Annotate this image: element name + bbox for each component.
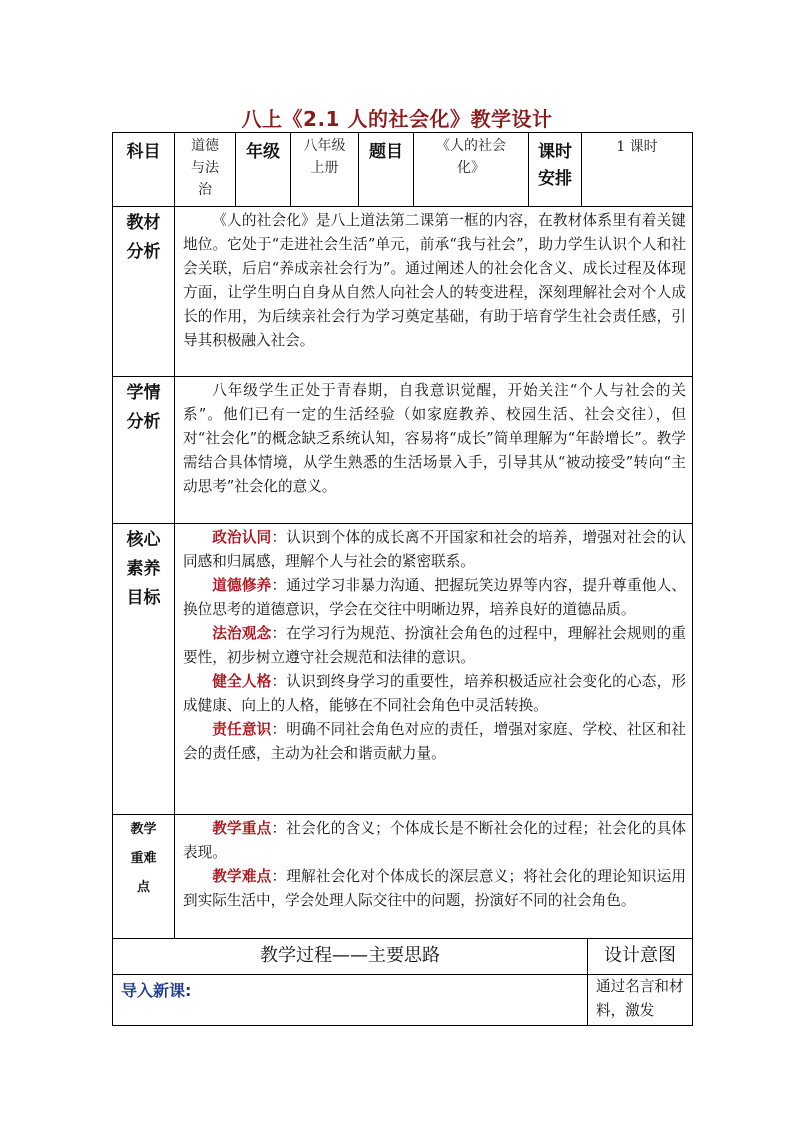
header-row (112, 132, 693, 207)
subject-value: 道德与法治 (175, 133, 236, 206)
grade-label: 年级 (236, 133, 291, 206)
student-analysis-paragraph: 八年级学生正处于青春期，自我意识觉醒，开始关注“个人与社会的关系”。他们已有一定的生活经验（如家庭教养、校园生活、社会交往），但对“社会化”的概念缺乏系统认知，容易将“成长”简单理解为“年龄增长”。教学需结合具体情境，从学生熟悉的生活场景入手，引导其从“被动接受”转向“主动思考”社会化的意义。 (183, 382, 686, 495)
document-title: 八上《2.1 人的社会化》教学设计 (241, 107, 553, 131)
key-point-item (183, 865, 686, 913)
lesson-plan-table (112, 132, 693, 1026)
subject-label: 科目 (113, 133, 175, 206)
design-intent-label: 设计意图 (604, 945, 676, 966)
core-literacy-text (175, 524, 692, 814)
schedule-value: 1 课时 (616, 139, 658, 155)
core-literacy-key: 责任意识 (212, 721, 272, 738)
core-literacy-key: 政治认同 (212, 529, 272, 546)
intro-row (112, 975, 693, 1026)
key-point-desc: ：社会化的含义；个体成长是不断社会化的过程；社会化的具体表现。 (183, 820, 686, 861)
key-points-label: 教学重难点 (113, 815, 175, 938)
intro-label: 导入新课: (113, 975, 588, 1025)
intro-intent-text: 通过名言和材料，激发 (596, 978, 684, 1019)
textbook-analysis-text (175, 207, 692, 376)
key-point-desc: ：理解社会化对个体成长的深层意义；将社会化的理论知识运用到实际生活中，学会处理人际交往中的问题，扮演好不同的社会角色。 (183, 868, 686, 909)
textbook-analysis-paragraph: 《人的社会化》是八上道法第二课第一框的内容，在教材体系里有着关键地位。它处于“走进社会生活”单元，前承“我与社会”，助力学生认识个人和社会关联，后启“养成亲社会行为”。通过阐述人的社会化含义、成长过程及体现方面，让学生明白自身从自然人向社会人的转变进程，深刻理解社会对个人成长的作用，为后续亲社会行为学习奠定基础，有助于培育学生社会责任感，引导其积极融入社会。 (183, 212, 686, 349)
core-literacy-item (183, 526, 686, 574)
core-literacy-desc: ：认识到终身学习的重要性，培养积极适应社会变化的心态，形成健康、向上的人格，能够在不同社会角色中灵活转换。 (183, 673, 686, 714)
core-literacy-key: 道德修养 (212, 577, 272, 594)
key-points-row (112, 815, 693, 939)
topic-label: 题目 (359, 133, 414, 206)
schedule-label: 课时安排 (529, 133, 582, 206)
key-point-key: 教学难点 (212, 868, 272, 885)
core-literacy-key: 法治观念 (212, 625, 272, 642)
textbook-analysis-label: 教材分析 (113, 207, 175, 376)
key-points-text (175, 815, 692, 938)
textbook-analysis-row (112, 207, 693, 377)
key-point-item (183, 817, 686, 865)
core-literacy-desc: ：认识到个体的成长离不开国家和社会的培养，增强对社会的认同感和归属感，理解个人与社会的紧密联系。 (183, 529, 686, 570)
student-analysis-text (175, 377, 692, 523)
core-literacy-desc: ：明确不同社会角色对应的责任，增强对家庭、学校、社区和社会的责任感，主动为社会和谐贡献力量。 (183, 721, 686, 762)
core-literacy-key: 健全人格 (212, 673, 272, 690)
topic-value: 《人的社会化》 (414, 133, 529, 206)
key-point-key: 教学重点 (212, 820, 272, 837)
core-literacy-item (183, 670, 686, 718)
core-literacy-item (183, 622, 686, 670)
student-analysis-row (112, 377, 693, 524)
core-literacy-item (183, 574, 686, 622)
core-literacy-desc: ：通过学习非暴力沟通、把握玩笑边界等内容，提升尊重他人、换位思考的道德意识，学会在交往中明晰边界，培养良好的道德品质。 (183, 577, 686, 618)
process-header-row (112, 939, 693, 975)
grade-value: 八年级上册 (291, 133, 359, 206)
core-literacy-item (183, 718, 686, 766)
core-literacy-row (112, 524, 693, 815)
process-label: 教学过程——主要思路 (113, 939, 588, 974)
core-literacy-label: 核心素养目标 (113, 524, 175, 814)
student-analysis-label: 学情分析 (113, 377, 175, 523)
core-literacy-desc: ：在学习行为规范、扮演社会角色的过程中，理解社会规则的重要性，初步树立遵守社会规范和法律的意识。 (183, 625, 686, 666)
